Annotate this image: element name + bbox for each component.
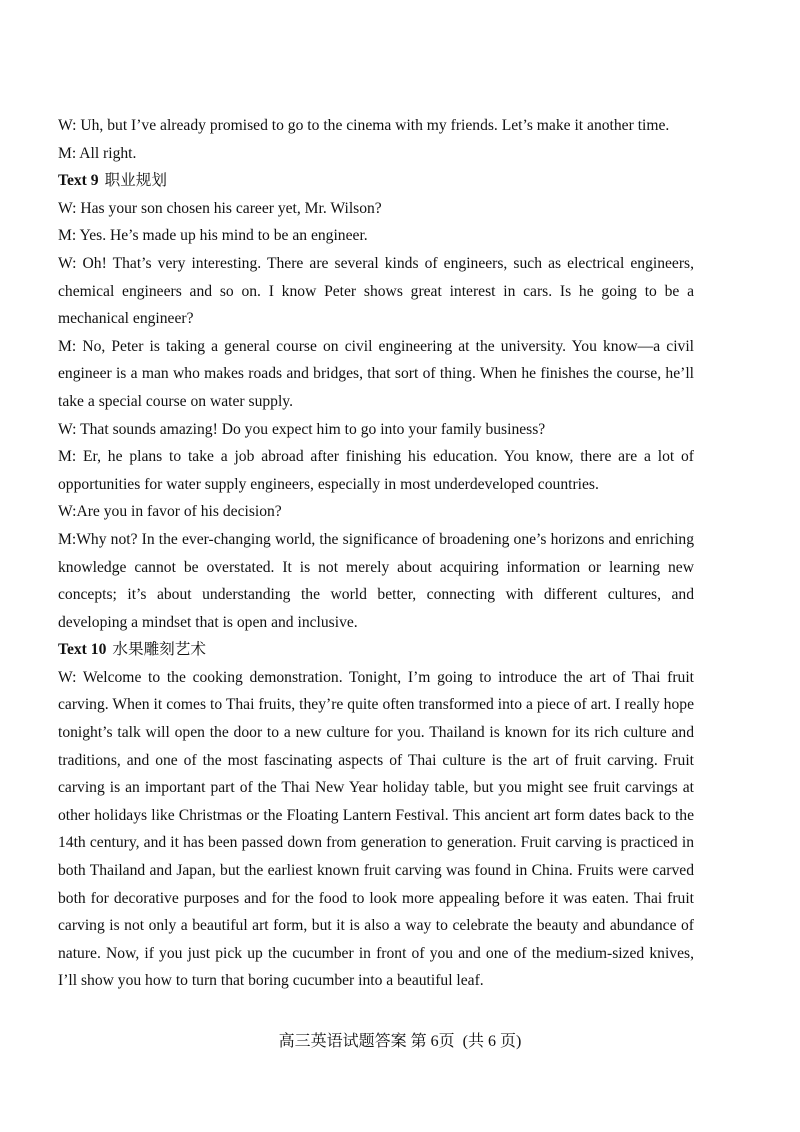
section-label: Text 10 [58, 641, 107, 659]
dialogue-line: M: Er, he plans to take a job abroad after finishing his education. You know, there are a lot of opportunities for water supply engineers, especially in most underdeveloped countries. [58, 448, 694, 493]
dialogue-line: W:Are you in favor of his decision? [58, 503, 282, 521]
section-title: 水果雕刻艺术 [112, 641, 206, 659]
dialogue-line: M: No, Peter is taking a general course on civil engineering at the university. You know—a civil engineer is a man who makes roads and bridges, that sort of thing. When he finishes the course, he’ll take a special course on water supply. [58, 337, 694, 410]
page-footer: 高三英语试题答案 第 6页 (共 6 页) [278, 1033, 522, 1050]
document-body [58, 112, 694, 995]
dialogue-line: W: That sounds amazing! Do you expect him to go into your family business? [58, 420, 546, 438]
dialogue-line: W: Has your son chosen his career yet, Mr. Wilson? [58, 199, 382, 217]
dialogue-line: M:Why not? In the ever-changing world, the significance of broadening one’s horizons and enriching knowledge cannot be overstated. It is not merely about acquiring information or learning new concepts; it’s about understanding the world better, connecting with different cultures, and developing a mindset that is open and inclusive. [58, 530, 694, 631]
section-heading-text10 [58, 636, 694, 664]
monologue-paragraph: W: Welcome to the cooking demonstration. Tonight, I’m going to introduce the art of Thai fruit carving. When it comes to Thai fruits, they’re quite often transformed into a piece of art. I really hope tonight’s talk will open the door to a new culture for you. Thailand is known for its rich culture and traditions, and one of the most fascinating aspects of Thai culture is the art of fruit carving. Fruit carving is an important part of the Thai New Year holiday table, but you might see fruit carvings at other holidays like Christmas or the Floating Lantern Festival. This ancient art form dates back to the 14th century, and it has been passed down from generation to generation. Fruit carving is practiced in both Thailand and Japan, but the earliest known fruit carving was found in China. Fruits were carved both for decorative purposes and for the food to look more appealing before it was eaten. Thai fruit carving is not only a beautiful art form, but it is also a way to celebrate the beauty and abundance of nature. Now, if you just pick up the cucumber in front of you and one of the medium-sized knives, I’ll show you how to turn that boring cucumber into a beautiful leaf. [58, 668, 694, 990]
dialogue-line: W: Oh! That’s very interesting. There are several kinds of engineers, such as electrical engineers, chemical engineers and so on. I know Peter shows great interest in cars. Is he going to be a mechanical engineer? [58, 254, 694, 328]
section-label: Text 9 [58, 172, 99, 190]
section-heading-text9 [58, 167, 694, 195]
dialogue-line: M: All right. [58, 144, 137, 162]
dialogue-line: W: Uh, but I’ve already promised to go to the cinema with my friends. Let’s make it another time. [58, 117, 670, 134]
section-title: 职业规划 [104, 172, 167, 190]
dialogue-line: M: Yes. He’s made up his mind to be an engineer. [58, 227, 368, 245]
